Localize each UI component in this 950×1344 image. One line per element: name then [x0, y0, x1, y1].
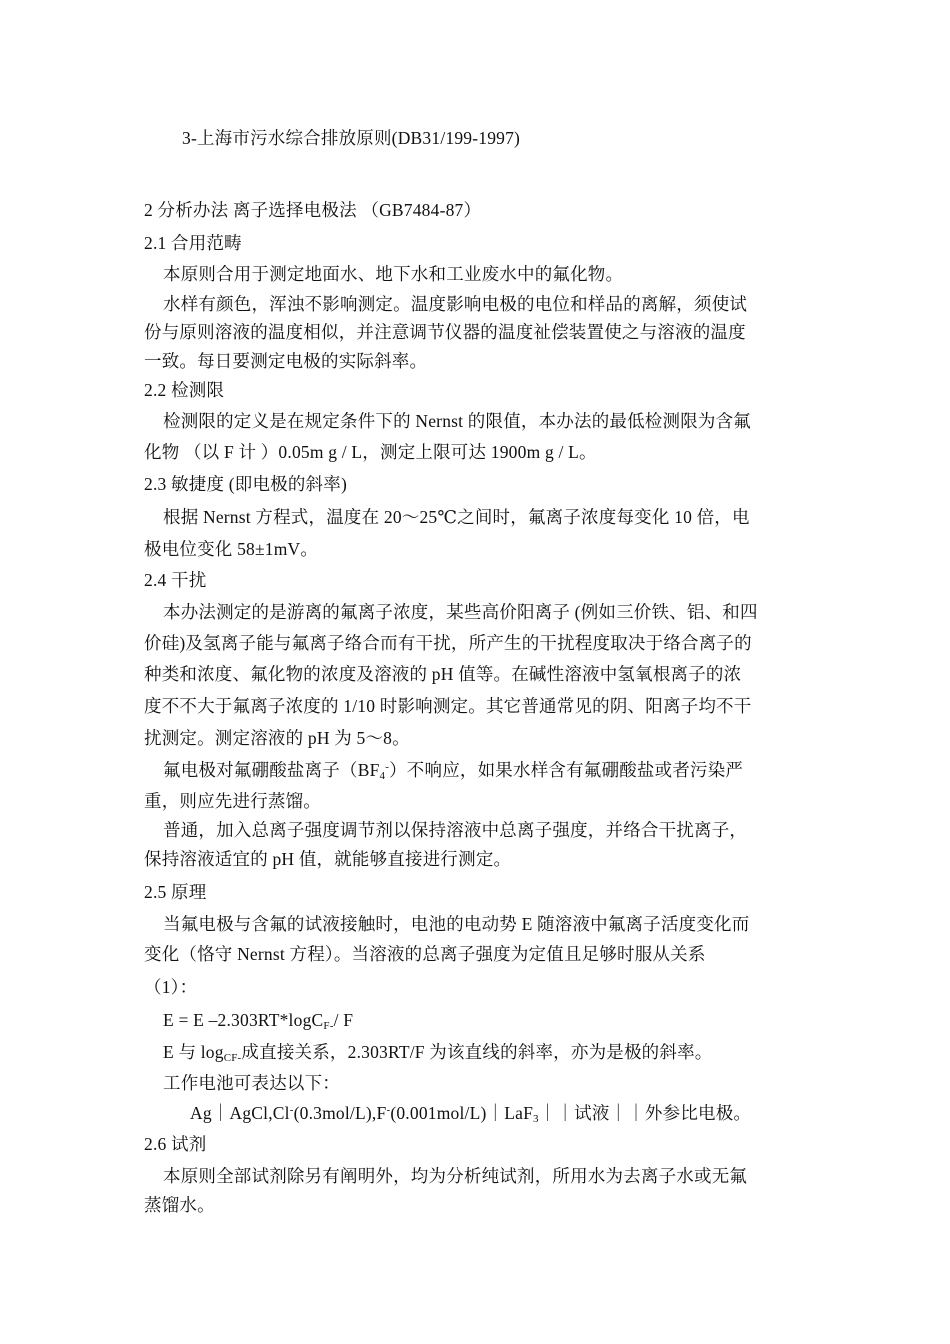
- paragraph-line: 价硅)及氢离子能与氟离子络合而有干扰，所产生的干扰程度取决于络合离子的: [144, 633, 752, 653]
- section-2-3-heading: 2.3 敏捷度 (即电极的斜率): [144, 474, 347, 494]
- paragraph-line: 根据 Nernst 方程式，温度在 20～25℃之间时，氟离子浓度每变化 10 倍，电: [163, 507, 750, 527]
- paragraph-line: 本原则合用于测定地面水、地下水和工业废水中的氟化物。: [163, 264, 624, 284]
- reference-standard: 3-上海市污水综合排放原则(DB31/199-1997): [182, 128, 521, 148]
- paragraph-line: 种类和浓度、氟化物的浓度及溶液的 pH 值等。在碱性溶液中氢氧根离子的浓: [144, 664, 742, 684]
- paragraph-line: E 与 $\log_{CF-}$成直接关系，2.303RT/F 为该直线的斜率，亦为是极的斜率。: [163, 1042, 713, 1064]
- paragraph-line: 度不不大于氟离子浓度的 1/10 时影响测定。其它普通常见的阴、阳离子均不干: [144, 696, 752, 716]
- paragraph-line: （1）：: [144, 977, 198, 997]
- paragraph-line: 水样有颜色，浑浊不影响测定。温度影响电极的电位和样品的离解，须使试: [163, 294, 748, 314]
- paragraph-line: 当氟电极与含氟的试液接触时，电池的电动势 E 随溶液中氟离子活度变化而: [163, 914, 750, 934]
- paragraph-line: 蒸馏水。: [144, 1195, 215, 1215]
- section-2-title: 2 分析办法 离子选择电极法 （GB7484-87）: [144, 200, 482, 220]
- paragraph-line: 份与原则溶液的温度相似，并注意调节仪器的温度祉偿装置使之与溶液的温度: [144, 322, 746, 342]
- section-2-1-heading: 2.1 合用范畴: [144, 233, 242, 253]
- paragraph-line: 检测限的定义是在规定条件下的 Nernst 的限值，本办法的最低检测限为含氟: [163, 411, 752, 431]
- paragraph-line: 化物 （以 F 计 ）0.05m g / L，测定上限可达 1900m g / L。: [144, 442, 597, 462]
- paragraph-line: 工作电池可表达以下：: [163, 1073, 340, 1093]
- paragraph-line: 本原则全部试剂除另有阐明外，均为分析纯试剂，所用水为去离子水或无氟: [163, 1166, 748, 1186]
- section-2-2-heading: 2.2 检测限: [144, 380, 225, 400]
- paragraph-line: 保持溶液适宜的 pH 值，就能够直接进行测定。: [144, 849, 512, 869]
- paragraph-line: 普通，加入总离子强度调节剂以保持溶液中总离子强度，并络合干扰离子，: [163, 820, 748, 840]
- paragraph-line: 一致。每日要测定电极的实际斜率。: [144, 351, 428, 371]
- section-2-6-heading: 2.6 试剂: [144, 1134, 207, 1154]
- paragraph-line: 重，则应先进行蒸馏。: [144, 791, 321, 811]
- paragraph-line: 扰测定。测定溶液的 pH 为 5～8。: [144, 728, 410, 748]
- paragraph-line: 本办法测定的是游离的氟离子浓度，某些高价阳离子 (例如三价铁、铝、和四: [163, 602, 758, 622]
- section-2-4-heading: 2.4 干扰: [144, 570, 207, 590]
- paragraph-line: 变化（恪守 Nernst 方程）。当溶液的总离子强度为定值且足够时服从关系: [144, 944, 706, 964]
- electrochemical-cell: Ag｜AgCl,Cl-(0.3mol/L),F-(0.001mol/L)｜LaF$_3$｜｜试液｜｜外参比电极。: [190, 1103, 752, 1125]
- nernst-equation: E = E –2.303RT*logC$_{F-}$/ F: [163, 1010, 354, 1032]
- paragraph-line: 极电位变化 58±1mV。: [144, 539, 319, 559]
- paragraph-line: 氟电极对氟硼酸盐离子$(BF_4^-)$不响应，如果水样含有氟硼酸盐或者污染严: [163, 760, 744, 782]
- section-2-5-heading: 2.5 原理: [144, 882, 207, 902]
